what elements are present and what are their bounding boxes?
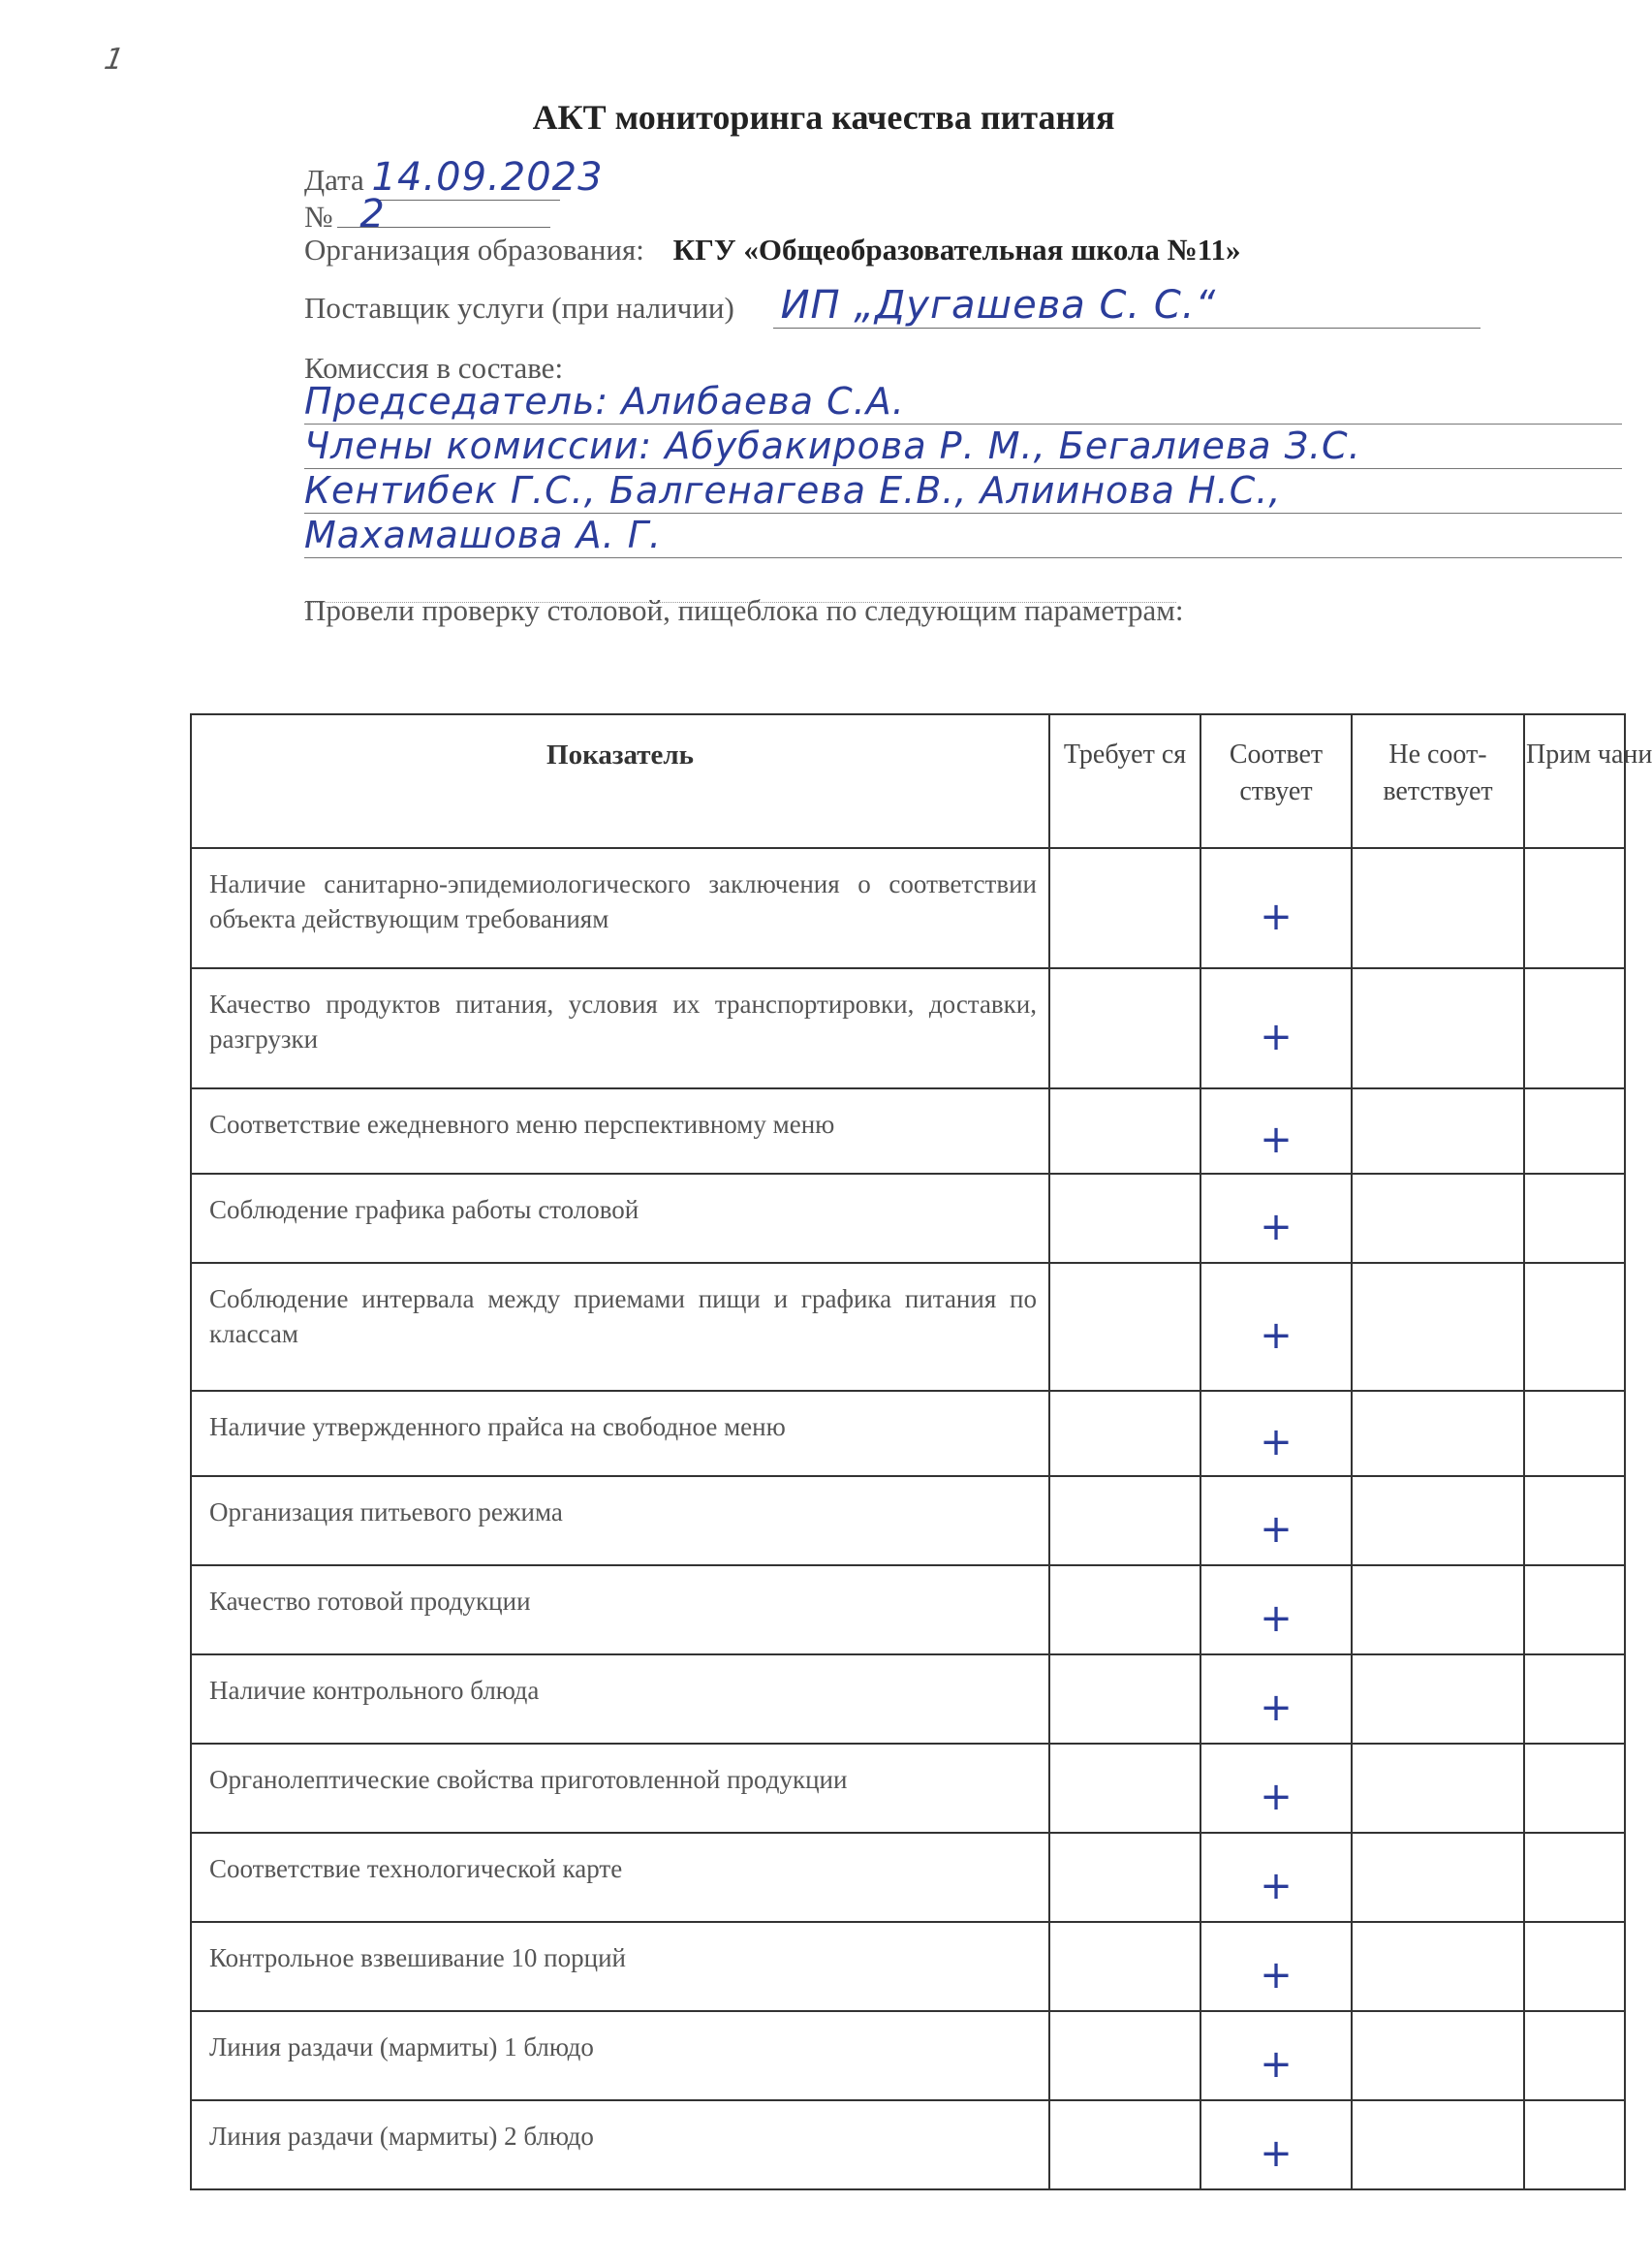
header-not-complies: Не соот- ветствует bbox=[1352, 714, 1524, 848]
commission-line: Махамашова А. Г. bbox=[304, 514, 1622, 558]
required-cell bbox=[1049, 1088, 1200, 1174]
table-row bbox=[191, 1654, 1625, 1744]
number-underline bbox=[337, 227, 550, 228]
table-row bbox=[191, 1833, 1625, 1922]
organization-value: КГУ «Общеобразовательная школа №11» bbox=[672, 233, 1241, 267]
complies-cell: + bbox=[1200, 2100, 1352, 2189]
header-complies: Соответ ствует bbox=[1200, 714, 1352, 848]
indicator-cell: Наличие санитарно-эпидемиологического заключения о соответствии объекта действующим требованиям bbox=[191, 848, 1049, 968]
not-complies-cell bbox=[1352, 1833, 1524, 1922]
indicator-cell: Качество готовой продукции bbox=[191, 1565, 1049, 1654]
note-cell bbox=[1524, 1922, 1625, 2011]
note-cell bbox=[1524, 2100, 1625, 2189]
note-cell bbox=[1524, 968, 1625, 1088]
required-cell bbox=[1049, 1263, 1200, 1391]
organization-label: Организация образования: bbox=[304, 233, 644, 267]
not-complies-cell bbox=[1352, 848, 1524, 968]
not-complies-cell bbox=[1352, 1565, 1524, 1654]
not-complies-cell bbox=[1352, 1744, 1524, 1833]
table-row bbox=[191, 968, 1625, 1088]
intro-text: Провели проверку столовой, пищеблока по следующим параметрам: bbox=[304, 593, 1184, 627]
not-complies-cell bbox=[1352, 1476, 1524, 1565]
document-title: АКТ мониторинга качества питания bbox=[532, 98, 1115, 137]
complies-cell: + bbox=[1200, 848, 1352, 968]
indicator-cell: Качество продуктов питания, условия их транспортировки, доставки, разгрузки bbox=[191, 968, 1049, 1088]
organization-row bbox=[304, 233, 1241, 268]
table-row bbox=[191, 1476, 1625, 1565]
not-complies-cell bbox=[1352, 1174, 1524, 1263]
number-value: 2 bbox=[359, 192, 386, 236]
not-complies-cell bbox=[1352, 968, 1524, 1088]
number-row bbox=[304, 192, 386, 236]
not-complies-cell bbox=[1352, 2100, 1524, 2189]
table-row bbox=[191, 1174, 1625, 1263]
required-cell bbox=[1049, 1174, 1200, 1263]
table-row bbox=[191, 1744, 1625, 1833]
not-complies-cell bbox=[1352, 1263, 1524, 1391]
complies-cell: + bbox=[1200, 1391, 1352, 1476]
not-complies-cell bbox=[1352, 1088, 1524, 1174]
indicator-cell: Линия раздачи (мармиты) 2 блюдо bbox=[191, 2100, 1049, 2189]
complies-cell: + bbox=[1200, 1088, 1352, 1174]
required-cell bbox=[1049, 1833, 1200, 1922]
complies-cell: + bbox=[1200, 1565, 1352, 1654]
monitoring-table bbox=[190, 713, 1652, 2190]
indicator-cell: Наличие утвержденного прайса на свободное меню bbox=[191, 1391, 1049, 1476]
supplier-row bbox=[304, 283, 1216, 328]
commission-line: Председатель: Алибаева С.А. bbox=[304, 380, 1622, 425]
supplier-value: ИП „Дугашева С. С.“ bbox=[780, 283, 1217, 328]
required-cell bbox=[1049, 1565, 1200, 1654]
indicator-cell: Наличие контрольного блюда bbox=[191, 1654, 1049, 1744]
note-cell bbox=[1524, 1565, 1625, 1654]
required-cell bbox=[1049, 1391, 1200, 1476]
table-row bbox=[191, 2011, 1625, 2100]
table-row bbox=[191, 1922, 1625, 2011]
table-row bbox=[191, 2100, 1625, 2189]
indicator-cell: Соблюдение графика работы столовой bbox=[191, 1174, 1049, 1263]
table-row bbox=[191, 848, 1625, 968]
required-cell bbox=[1049, 1744, 1200, 1833]
complies-cell: + bbox=[1200, 1654, 1352, 1744]
complies-cell: + bbox=[1200, 2011, 1352, 2100]
required-cell bbox=[1049, 968, 1200, 1088]
complies-cell: + bbox=[1200, 968, 1352, 1088]
required-cell bbox=[1049, 1654, 1200, 1744]
table-row bbox=[191, 1391, 1625, 1476]
note-cell bbox=[1524, 1088, 1625, 1174]
indicator-cell: Линия раздачи (мармиты) 1 блюдо bbox=[191, 2011, 1049, 2100]
page-number: 1 bbox=[101, 43, 127, 77]
note-cell bbox=[1524, 1174, 1625, 1263]
indicator-cell: Соблюдение интервала между приемами пищи и графика питания по классам bbox=[191, 1263, 1049, 1391]
required-cell bbox=[1049, 1922, 1200, 2011]
required-cell bbox=[1049, 1476, 1200, 1565]
table-header-row bbox=[191, 714, 1625, 848]
not-complies-cell bbox=[1352, 2011, 1524, 2100]
table-row bbox=[191, 1565, 1625, 1654]
indicator-cell: Соответствие технологической карте bbox=[191, 1833, 1049, 1922]
commission-line: Кентибек Г.С., Балгенагева Е.В., Алиинова Н.С., bbox=[304, 469, 1622, 514]
note-cell bbox=[1524, 1263, 1625, 1391]
commission-label: Комиссия в составе: bbox=[304, 351, 564, 385]
required-cell bbox=[1049, 2011, 1200, 2100]
date-value: 14.09.2023 bbox=[371, 155, 604, 200]
header-indicator: Показатель bbox=[191, 714, 1049, 848]
commission-members bbox=[304, 380, 1622, 603]
not-complies-cell bbox=[1352, 1922, 1524, 2011]
table-row bbox=[191, 1088, 1625, 1174]
complies-cell: + bbox=[1200, 1174, 1352, 1263]
complies-cell: + bbox=[1200, 1922, 1352, 2011]
required-cell bbox=[1049, 848, 1200, 968]
complies-cell: + bbox=[1200, 1744, 1352, 1833]
indicator-cell: Органолептические свойства приготовленной продукции bbox=[191, 1744, 1049, 1833]
note-cell bbox=[1524, 1391, 1625, 1476]
not-complies-cell bbox=[1352, 1654, 1524, 1744]
header-required: Требует ся bbox=[1049, 714, 1200, 848]
note-cell bbox=[1524, 1833, 1625, 1922]
note-cell bbox=[1524, 848, 1625, 968]
date-label: Дата bbox=[304, 163, 364, 197]
note-cell bbox=[1524, 1476, 1625, 1565]
note-cell bbox=[1524, 2011, 1625, 2100]
indicator-cell: Организация питьевого режима bbox=[191, 1476, 1049, 1565]
complies-cell: + bbox=[1200, 1833, 1352, 1922]
commission-line: Члены комиссии: Абубакирова Р. М., Бегалиева З.С. bbox=[304, 425, 1622, 469]
number-label: № bbox=[304, 200, 333, 234]
table-row bbox=[191, 1263, 1625, 1391]
supplier-label: Поставщик услуги (при наличии) bbox=[304, 291, 734, 325]
header-note: Прим чани bbox=[1524, 714, 1625, 848]
required-cell bbox=[1049, 2100, 1200, 2189]
complies-cell: + bbox=[1200, 1476, 1352, 1565]
not-complies-cell bbox=[1352, 1391, 1524, 1476]
indicator-cell: Соответствие ежедневного меню перспективному меню bbox=[191, 1088, 1049, 1174]
complies-cell: + bbox=[1200, 1263, 1352, 1391]
date-underline bbox=[376, 200, 560, 201]
note-cell bbox=[1524, 1654, 1625, 1744]
supplier-underline bbox=[773, 328, 1481, 329]
note-cell bbox=[1524, 1744, 1625, 1833]
indicator-cell: Контрольное взвешивание 10 порций bbox=[191, 1922, 1049, 2011]
